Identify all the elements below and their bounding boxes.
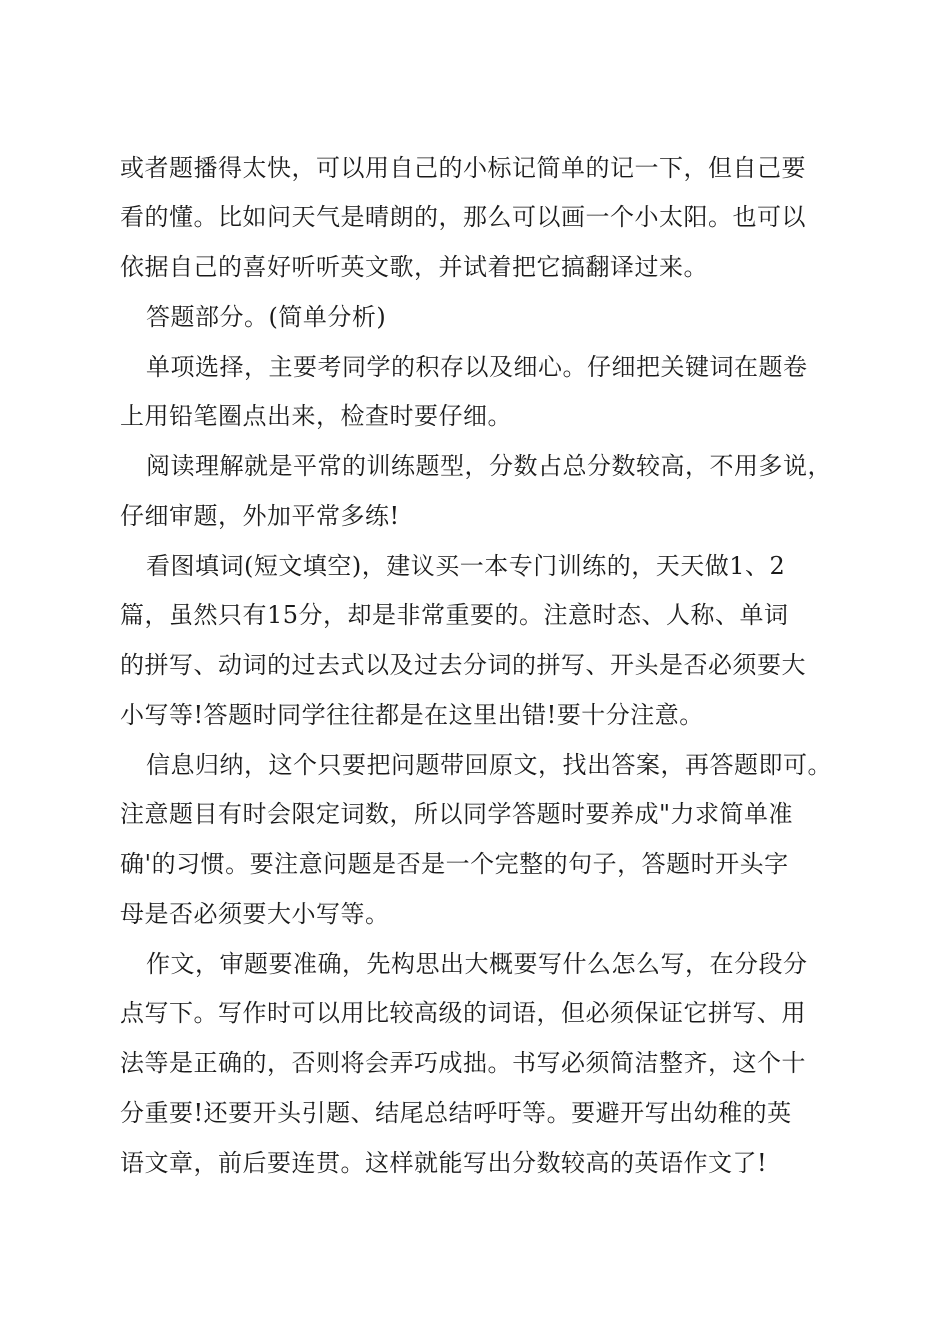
text-line: 篇，虽然只有15分，却是非常重要的。注意时态、人称、单词 xyxy=(120,601,789,629)
text-line: 小写等!答题时同学往往都是在这里出错!要十分注意。 xyxy=(120,701,704,729)
text-line: 作文，审题要准确，先构思出大概要写什么怎么写，在分段分 xyxy=(146,950,808,978)
text-line: 信息归纳，这个只要把问题带回原文，找出答案，再答题即可。 xyxy=(146,751,832,779)
text-line: 依据自己的喜好听听英文歌，并试着把它搞翻译过来。 xyxy=(120,253,708,281)
text-line: 的拼写、动词的过去式以及过去分词的拼写、开头是否必须要大 xyxy=(120,651,806,679)
text-line: 单项选择，主要考同学的积存以及细心。仔细把关键词在题卷 xyxy=(146,353,808,381)
text-line: 分重要!还要开头引题、结尾总结呼吁等。要避开写出幼稚的英 xyxy=(120,1099,792,1127)
text-line: 仔细审题，外加平常多练! xyxy=(120,502,400,530)
text-line: 注意题目有时会限定词数，所以同学答题时要养成"力求简单准 xyxy=(120,800,794,828)
text-line: 法等是正确的，否则将会弄巧成拙。书写必须简洁整齐，这个十 xyxy=(120,1049,806,1077)
text-line: 看的懂。比如问天气是晴朗的，那么可以画一个小太阳。也可以 xyxy=(120,203,806,231)
text-line: 看图填词(短文填空)，建议买一本专门训练的，天天做1、2 xyxy=(146,552,786,580)
text-line: 语文章，前后要连贯。这样就能写出分数较高的英语作文了! xyxy=(120,1149,768,1177)
text-line: 阅读理解就是平常的训练题型，分数占总分数较高，不用多说， xyxy=(146,452,832,480)
text-line: 母是否必须要大小写等。 xyxy=(120,900,390,928)
section-heading: 答题部分。(简单分析) xyxy=(146,303,387,331)
text-line: 点写下。写作时可以用比较高级的词语，但必须保证它拼写、用 xyxy=(120,999,806,1027)
text-line: 确'的习惯。要注意问题是否是一个完整的句子，答题时开头字 xyxy=(120,850,789,878)
text-line: 或者题播得太快，可以用自己的小标记简单的记一下，但自己要 xyxy=(120,154,806,182)
text-line: 上用铅笔圈点出来，检查时要仔细。 xyxy=(120,402,512,430)
